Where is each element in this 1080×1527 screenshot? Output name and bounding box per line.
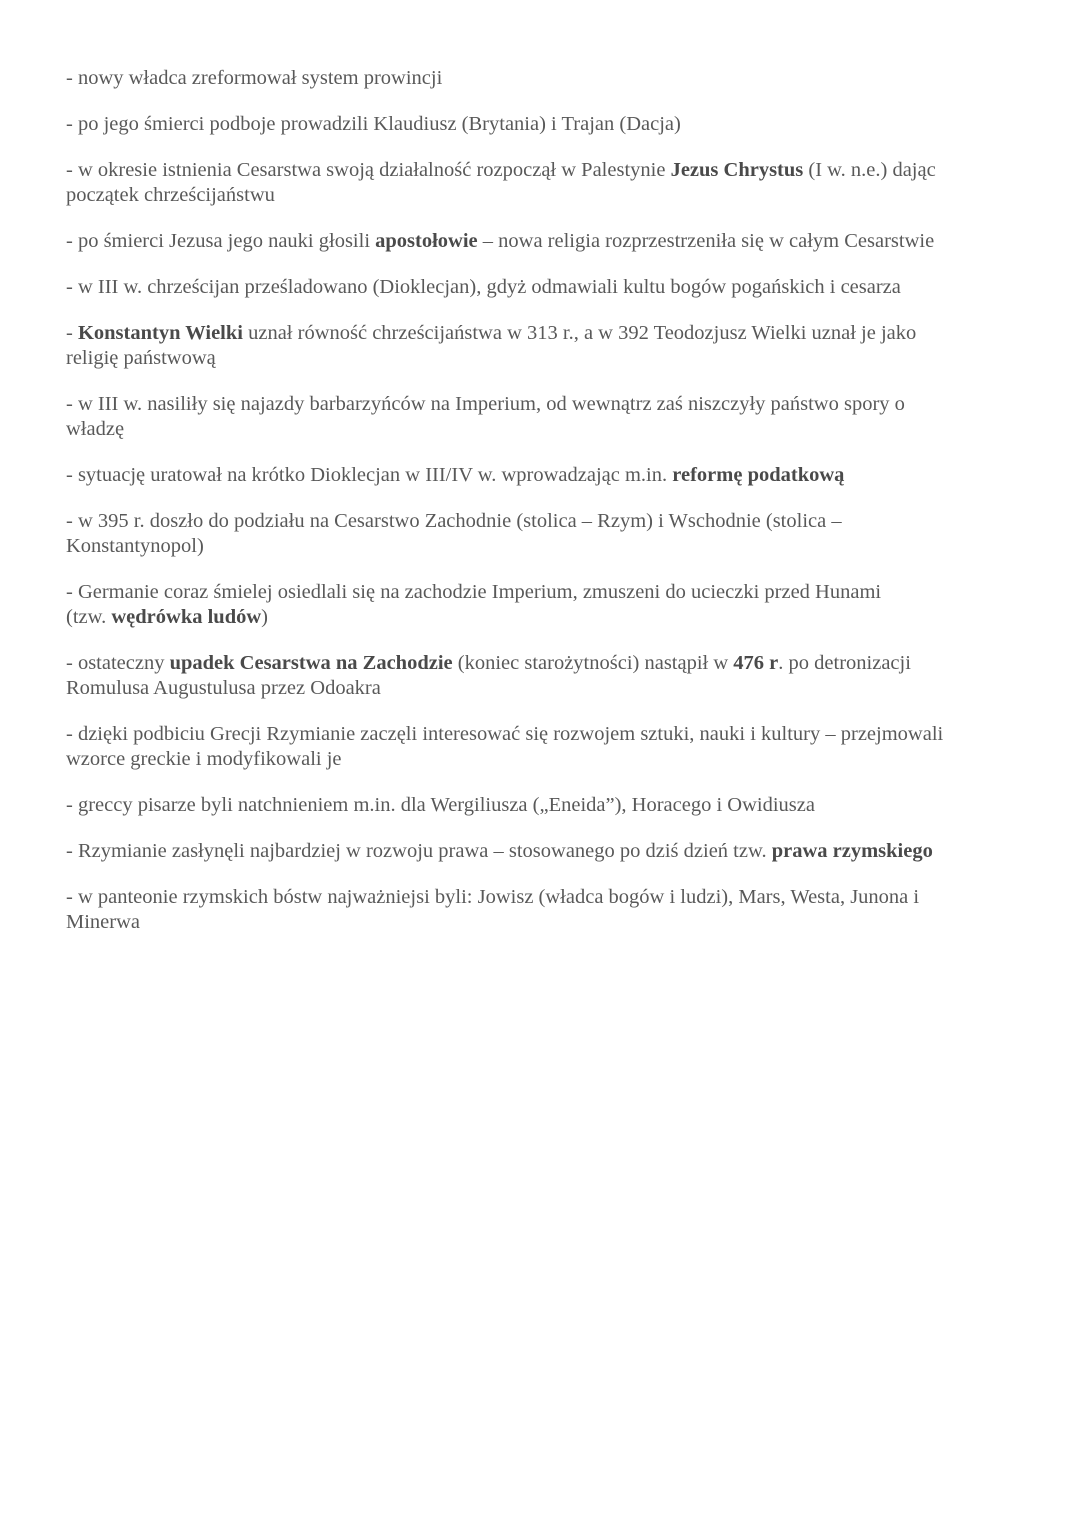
text-segment: - w 395 r. doszło do podziału na Cesarstwo Zachodnie (stolica – Rzym) i Wschodnie (stolica – <box>66 510 842 532</box>
text-segment: - Germanie coraz śmielej osiedlali się na zachodzie Imperium, zmuszeni do ucieczki przed Hunami <box>66 581 882 603</box>
text-line <box>66 463 1026 488</box>
bullet-paragraph <box>66 651 1026 701</box>
bold-term: Konstantyn Wielki <box>77 322 243 344</box>
bullet-paragraph <box>66 580 1026 630</box>
bold-term: prawa rzymskiego <box>771 840 933 862</box>
text-segment: – nowa religia rozprzestrzeniła się w całym Cesarstwie <box>477 230 935 252</box>
text-segment: - w panteonie rzymskich bóstw najważniejsi byli: Jowisz (władca bogów i ludzi), Mars, Westa, Junona i <box>66 886 920 908</box>
bullet-paragraph <box>66 509 1026 559</box>
bullet-paragraph <box>66 275 1026 300</box>
text-line <box>66 839 1026 864</box>
text-line <box>66 605 1026 630</box>
document-page <box>66 66 1026 956</box>
bullet-paragraph <box>66 112 1026 137</box>
text-segment: (I w. n.e.) dając <box>803 159 936 181</box>
text-line <box>66 158 1026 183</box>
text-segment: - dzięki podbiciu Grecji Rzymianie zaczęli interesować się rozwojem sztuki, nauki i kultury – przejmowali <box>66 723 944 745</box>
text-segment: - w okresie istnienia Cesarstwa swoją działalność rozpoczął w Palestynie <box>66 159 671 181</box>
text-line <box>66 275 1026 300</box>
bold-term: Jezus Chrystus <box>670 159 804 181</box>
text-segment: . po detronizacji <box>778 652 911 674</box>
text-line <box>66 910 1026 935</box>
text-segment: - Rzymianie zasłynęli najbardziej w rozwoju prawa – stosowanego po dziś dzień tzw. <box>66 840 772 862</box>
text-line <box>66 651 1026 676</box>
text-segment: religię państwową <box>66 347 216 369</box>
text-segment: ) <box>261 606 268 628</box>
text-segment: - w III w. chrześcijan prześladowano (Dioklecjan), gdyż odmawiali kultu bogów pogańskich i cesarza <box>66 276 901 298</box>
text-segment: (koniec starożytności) nastąpił w <box>452 652 734 674</box>
text-line <box>66 346 1026 371</box>
bullet-paragraph <box>66 392 1026 442</box>
text-segment: - w III w. nasiliły się najazdy barbarzyńców na Imperium, od wewnątrz zaś niszczyły państwo spory o <box>66 393 905 415</box>
bold-term: upadek Cesarstwa na Zachodzie <box>169 652 453 674</box>
text-line <box>66 417 1026 442</box>
text-segment: uznał równość chrześcijaństwa w 313 r., a w 392 Teodozjusz Wielki uznał je jako <box>242 322 917 344</box>
text-segment: - greccy pisarze byli natchnieniem m.in. dla Wergiliusza („Eneida”), Horacego i Owidiusza <box>66 794 815 816</box>
bullet-paragraph <box>66 463 1026 488</box>
bullet-paragraph <box>66 229 1026 254</box>
text-segment: - nowy władca zreformował system prowincji <box>66 67 443 89</box>
text-segment: Romulusa Augustulusa przez Odoakra <box>66 677 381 699</box>
text-line <box>66 580 1026 605</box>
text-segment: (tzw. <box>66 606 112 628</box>
bullet-paragraph <box>66 793 1026 818</box>
text-segment: Konstantynopol) <box>66 535 204 557</box>
text-line <box>66 66 1026 91</box>
text-line <box>66 321 1026 346</box>
text-line <box>66 183 1026 208</box>
text-segment: wzorce greckie i modyfikowali je <box>66 748 342 770</box>
text-segment: - <box>66 322 78 344</box>
text-line <box>66 793 1026 818</box>
text-segment: władzę <box>66 418 125 440</box>
text-segment: Minerwa <box>66 911 141 933</box>
text-line <box>66 509 1026 534</box>
text-line <box>66 747 1026 772</box>
bold-term: apostołowie <box>375 230 478 252</box>
text-line <box>66 112 1026 137</box>
text-line <box>66 885 1026 910</box>
text-line <box>66 229 1026 254</box>
text-segment: - sytuację uratował na krótko Dioklecjan w III/IV w. wprowadzając m.in. <box>66 464 673 486</box>
text-segment: - po jego śmierci podboje prowadzili Klaudiusz (Brytania) i Trajan (Dacja) <box>66 113 681 135</box>
text-line <box>66 676 1026 701</box>
bullet-paragraph <box>66 321 1026 371</box>
bullet-paragraph <box>66 66 1026 91</box>
bold-term: wędrówka ludów <box>111 606 262 628</box>
text-segment: - po śmierci Jezusa jego nauki głosili <box>66 230 376 252</box>
text-segment: - ostateczny <box>66 652 170 674</box>
bullet-paragraph <box>66 158 1026 208</box>
text-segment: początek chrześcijaństwu <box>66 184 275 206</box>
bullet-paragraph <box>66 722 1026 772</box>
bold-term: reformę podatkową <box>672 464 845 486</box>
text-line <box>66 722 1026 747</box>
bullet-paragraph <box>66 885 1026 935</box>
bullet-paragraph <box>66 839 1026 864</box>
bold-term: 476 r <box>733 652 779 674</box>
text-line <box>66 534 1026 559</box>
text-line <box>66 392 1026 417</box>
